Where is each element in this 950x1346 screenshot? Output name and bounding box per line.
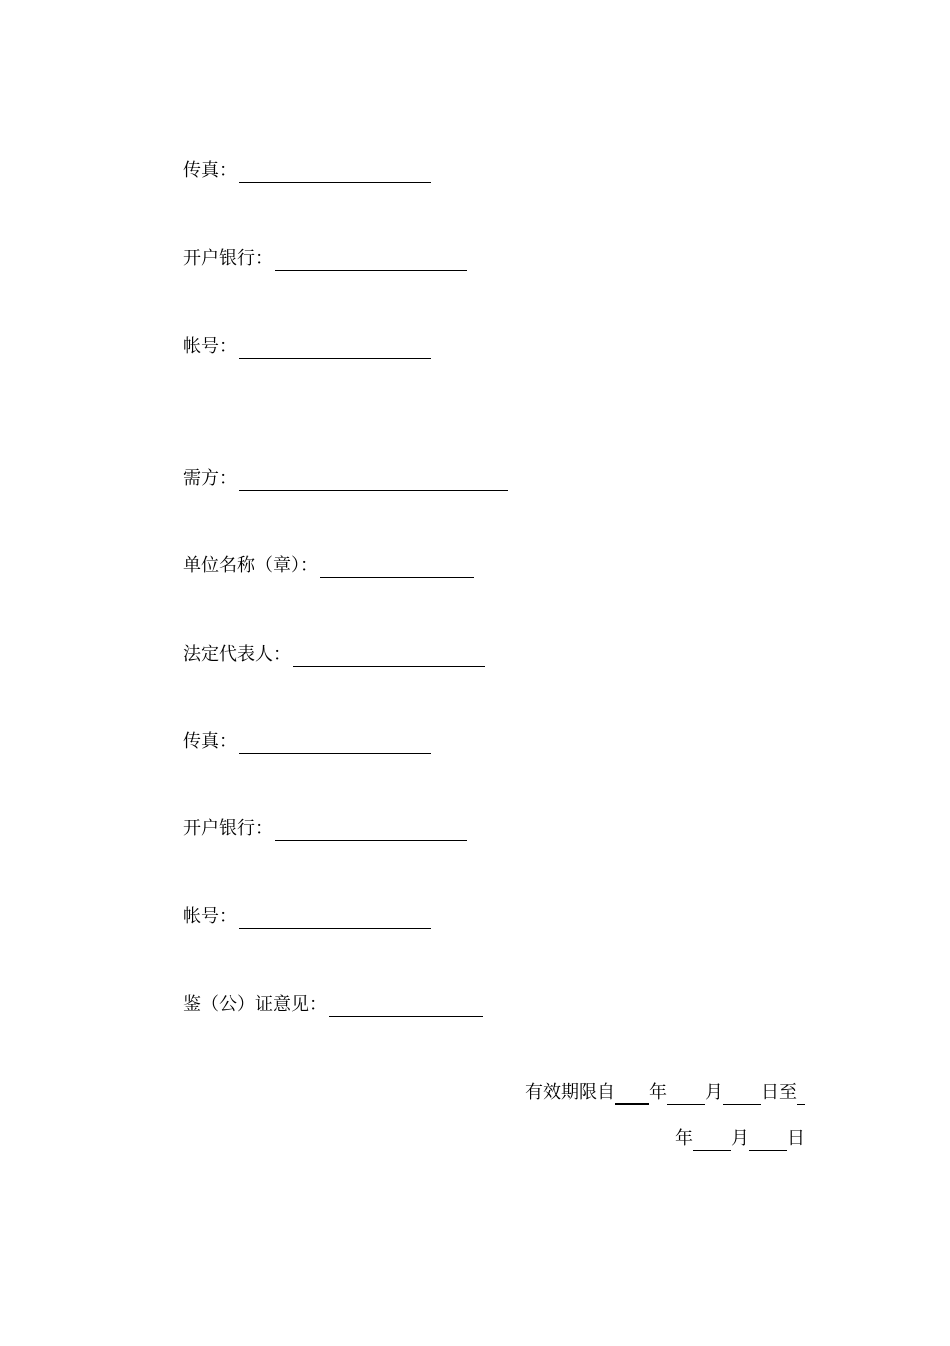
unit-name-blank[interactable]: [320, 557, 474, 578]
buyer-field: [183, 467, 508, 491]
validity-day-to-label: 日至: [761, 1082, 797, 1103]
validity-end-month-blank[interactable]: [693, 1130, 731, 1151]
buyer-bank-blank[interactable]: [275, 820, 467, 841]
validity-start-month-blank[interactable]: [667, 1084, 705, 1105]
supplier-bank-field: [183, 247, 467, 271]
notary-opinion-blank[interactable]: [329, 996, 483, 1017]
supplier-fax-blank[interactable]: [239, 162, 431, 183]
validity-end-year-blank-start[interactable]: [797, 1084, 805, 1105]
buyer-label: 需方：: [183, 468, 237, 489]
supplier-bank-label: 开户银行：: [183, 248, 273, 269]
supplier-fax-field: [183, 159, 431, 183]
buyer-bank-label: 开户银行：: [183, 818, 273, 839]
supplier-account-field: [183, 335, 431, 359]
validity-line-2: [675, 1127, 805, 1151]
validity-month2-label: 月: [731, 1128, 749, 1149]
unit-name-field: [183, 554, 474, 578]
supplier-account-blank[interactable]: [239, 338, 431, 359]
buyer-account-blank[interactable]: [239, 908, 431, 929]
buyer-blank[interactable]: [239, 470, 508, 491]
legal-rep-field: [183, 643, 485, 667]
buyer-fax-label: 传真：: [183, 731, 237, 752]
supplier-account-label: 帐号：: [183, 336, 237, 357]
legal-rep-label: 法定代表人：: [183, 644, 291, 665]
supplier-fax-label: 传真：: [183, 160, 237, 181]
notary-opinion-field: [183, 993, 483, 1017]
validity-year-label: 年: [649, 1082, 667, 1103]
buyer-fax-blank[interactable]: [239, 733, 431, 754]
validity-prefix: 有效期限自: [525, 1082, 615, 1103]
supplier-bank-blank[interactable]: [275, 250, 467, 271]
legal-rep-blank[interactable]: [293, 646, 485, 667]
validity-start-day-blank[interactable]: [723, 1084, 761, 1105]
notary-opinion-label: 鉴（公）证意见：: [183, 994, 327, 1015]
validity-day2-label: 日: [787, 1128, 805, 1149]
buyer-account-label: 帐号：: [183, 906, 237, 927]
validity-year2-label: 年: [675, 1128, 693, 1149]
validity-month-label: 月: [705, 1082, 723, 1103]
validity-end-day-blank[interactable]: [749, 1130, 787, 1151]
buyer-bank-field: [183, 817, 467, 841]
buyer-fax-field: [183, 730, 431, 754]
validity-start-year-blank[interactable]: [615, 1083, 649, 1105]
unit-name-label: 单位名称（章）：: [183, 555, 318, 576]
buyer-account-field: [183, 905, 431, 929]
validity-line-1: [525, 1081, 805, 1105]
